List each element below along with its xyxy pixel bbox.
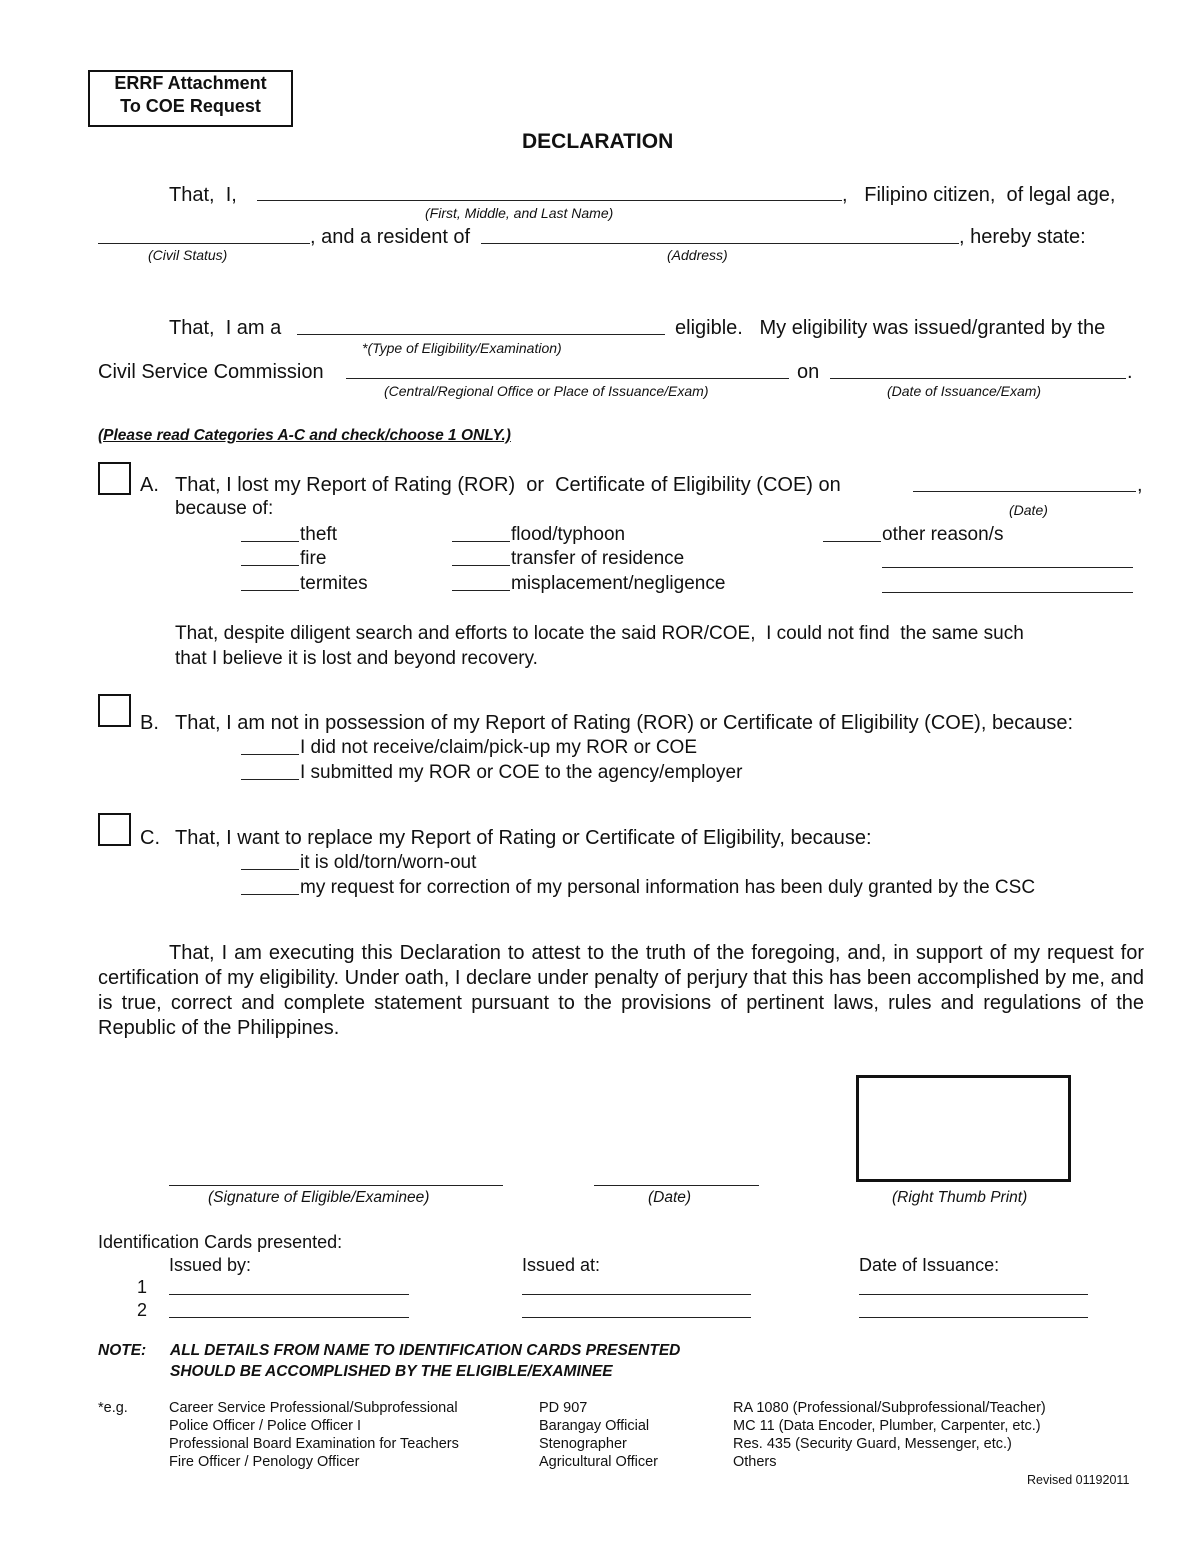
example-col1-item: Police Officer / Police Officer I [169, 1418, 362, 1434]
reason-submitted-check[interactable] [241, 779, 299, 780]
reason-submitted-label: I submitted my ROR or COE to the agency/employer [300, 762, 743, 783]
id-2-issued-by-field[interactable] [169, 1317, 409, 1318]
example-col2-item: Stenographer [539, 1436, 627, 1452]
intro-hereby-text: , hereby state: [959, 226, 1086, 248]
id-row-1-number: 1 [137, 1277, 148, 1297]
errf-attachment-box [88, 70, 293, 127]
reason-theft-check[interactable] [241, 541, 299, 542]
loss-date-caption: (Date) [1009, 502, 1048, 518]
example-col3-item: Res. 435 (Security Guard, Messenger, etc.) [733, 1436, 1012, 1452]
category-b-text: That, I am not in possession of my Report of Rating (ROR) or Certificate of Eligibility (COE), because: [175, 712, 1074, 734]
reason-not-received-check[interactable] [241, 754, 299, 755]
search-text-line-1: That, despite diligent search and efforts to locate the said ROR/COE, I could not find the same such [175, 623, 1024, 644]
note-line-1: ALL DETAILS FROM NAME TO IDENTIFICATION CARDS PRESENTED [170, 1342, 681, 1359]
reason-worn-out-check[interactable] [241, 869, 299, 870]
reason-correction-check[interactable] [241, 894, 299, 895]
id-cards-heading: Identification Cards presented: [98, 1232, 343, 1252]
because-of-text: because of: [175, 498, 274, 519]
document-title: DECLARATION [522, 130, 674, 153]
errf-line-2: To COE Request [120, 96, 261, 116]
reason-correction-label: my request for correction of my personal information has been duly granted by the CSC [300, 877, 1036, 898]
civil-status-field[interactable] [98, 243, 310, 244]
example-col2-item: Agricultural Officer [539, 1454, 658, 1470]
address-caption: (Address) [667, 247, 728, 263]
example-col3-item: RA 1080 (Professional/Subprofessional/Teacher) [733, 1400, 1046, 1416]
declaration-paragraph: That, I am executing this Declaration to attest to the truth of the foregoing, and, in support of my request for certification of my eligibility. Under oath, I declare under penalty of perjury that this has been accomplished by me, and is true, correct and complete statement pursuant to the provisions of pertinent laws, rules and regulations of the Republic of the Philippines. [98, 942, 1144, 1039]
category-a-text: That, I lost my Report of Rating (ROR) or Certificate of Eligibility (COE) on [175, 474, 841, 496]
other-reason-field-2[interactable] [882, 592, 1133, 593]
loss-date-field[interactable] [913, 491, 1136, 492]
revision-number: Revised 01192011 [1027, 1473, 1130, 1487]
example-col1-item: Professional Board Examination for Teachers [169, 1436, 459, 1452]
intro-resident-text: , and a resident of [310, 226, 471, 248]
reason-transfer-check[interactable] [452, 565, 510, 566]
signature-field[interactable] [169, 1185, 503, 1186]
eligibility-i-am: That, I am a [169, 317, 282, 339]
thumb-print-caption: (Right Thumb Print) [892, 1189, 1028, 1206]
reason-misplacement-label: misplacement/negligence [511, 573, 726, 594]
category-c-text: That, I want to replace my Report of Rating or Certificate of Eligibility, because: [175, 827, 872, 849]
search-text-line-2: that I believe it is lost and beyond recovery. [175, 648, 538, 669]
issuance-date-caption: (Date of Issuance/Exam) [887, 383, 1042, 399]
example-col3-item: MC 11 (Data Encoder, Plumber, Carpenter, etc.) [733, 1418, 1041, 1434]
reason-flood-label: flood/typhoon [511, 524, 626, 545]
reason-termites-label: termites [300, 573, 368, 594]
reason-other-check[interactable] [823, 541, 881, 542]
reason-transfer-label: transfer of residence [511, 548, 685, 569]
category-b-checkbox[interactable] [98, 694, 131, 727]
signature-caption: (Signature of Eligible/Examinee) [208, 1189, 430, 1206]
issuance-office-field[interactable] [346, 378, 789, 379]
eligibility-type-caption: *(Type of Eligibility/Examination) [362, 340, 562, 356]
example-col2-item: PD 907 [539, 1400, 588, 1416]
reason-theft-label: theft [300, 524, 337, 545]
reason-misplacement-check[interactable] [452, 590, 510, 591]
civil-status-caption: (Civil Status) [148, 247, 228, 263]
category-instruction: (Please read Categories A-C and check/choose 1 ONLY.) [98, 427, 511, 444]
example-col3-item: Others [733, 1454, 777, 1470]
reason-not-received-label: I did not receive/claim/pick-up my ROR or COE [300, 737, 698, 758]
name-caption: (First, Middle, and Last Name) [425, 205, 614, 221]
eligibility-issued-text: eligible. My eligibility was issued/granted by the [675, 317, 1106, 339]
id-1-issued-at-field[interactable] [522, 1294, 751, 1295]
id-2-issued-at-field[interactable] [522, 1317, 751, 1318]
csc-text: Civil Service Commission [98, 361, 324, 383]
signature-date-caption: (Date) [648, 1189, 692, 1206]
eligibility-type-field[interactable] [297, 334, 665, 335]
issued-at-header: Issued at: [522, 1255, 601, 1275]
full-name-field[interactable] [257, 200, 842, 201]
reason-flood-check[interactable] [452, 541, 510, 542]
address-field[interactable] [481, 243, 959, 244]
note-label: NOTE: [98, 1342, 147, 1359]
office-caption: (Central/Regional Office or Place of Issuance/Exam) [384, 383, 709, 399]
issuance-date-field[interactable] [830, 378, 1126, 379]
category-a-comma: , [1137, 474, 1143, 496]
reason-fire-check[interactable] [241, 565, 299, 566]
category-a-checkbox[interactable] [98, 462, 131, 495]
example-col1-item: Career Service Professional/Subprofessional [169, 1400, 458, 1416]
signature-date-field[interactable] [594, 1185, 759, 1186]
intro-citizen-text: , Filipino citizen, of legal age, [842, 184, 1116, 206]
date-of-issuance-header: Date of Issuance: [859, 1255, 1000, 1275]
note-line-2: SHOULD BE ACCOMPLISHED BY THE ELIGIBLE/EXAMINEE [170, 1363, 613, 1380]
reason-worn-out-label: it is old/torn/worn-out [300, 852, 477, 873]
id-1-issued-by-field[interactable] [169, 1294, 409, 1295]
intro-that-i: That, I, [169, 184, 237, 206]
errf-line-1: ERRF Attachment [114, 73, 267, 93]
thumb-print-box [856, 1075, 1071, 1182]
id-1-date-field[interactable] [859, 1294, 1088, 1295]
issued-by-header: Issued by: [169, 1255, 252, 1275]
reason-fire-label: fire [300, 548, 327, 569]
id-row-2-number: 2 [137, 1300, 148, 1320]
category-a-letter: A. [140, 474, 159, 496]
examples-label: *e.g. [98, 1400, 128, 1416]
category-c-letter: C. [140, 827, 160, 849]
id-2-date-field[interactable] [859, 1317, 1088, 1318]
example-col1-item: Fire Officer / Penology Officer [169, 1454, 360, 1470]
eligibility-period: . [1127, 361, 1133, 383]
category-c-checkbox[interactable] [98, 813, 131, 846]
example-col2-item: Barangay Official [539, 1418, 650, 1434]
on-text: on [797, 361, 820, 383]
reason-termites-check[interactable] [241, 590, 299, 591]
category-b-letter: B. [140, 712, 159, 734]
reason-other-label: other reason/s [882, 524, 1004, 545]
other-reason-field-1[interactable] [882, 567, 1133, 568]
